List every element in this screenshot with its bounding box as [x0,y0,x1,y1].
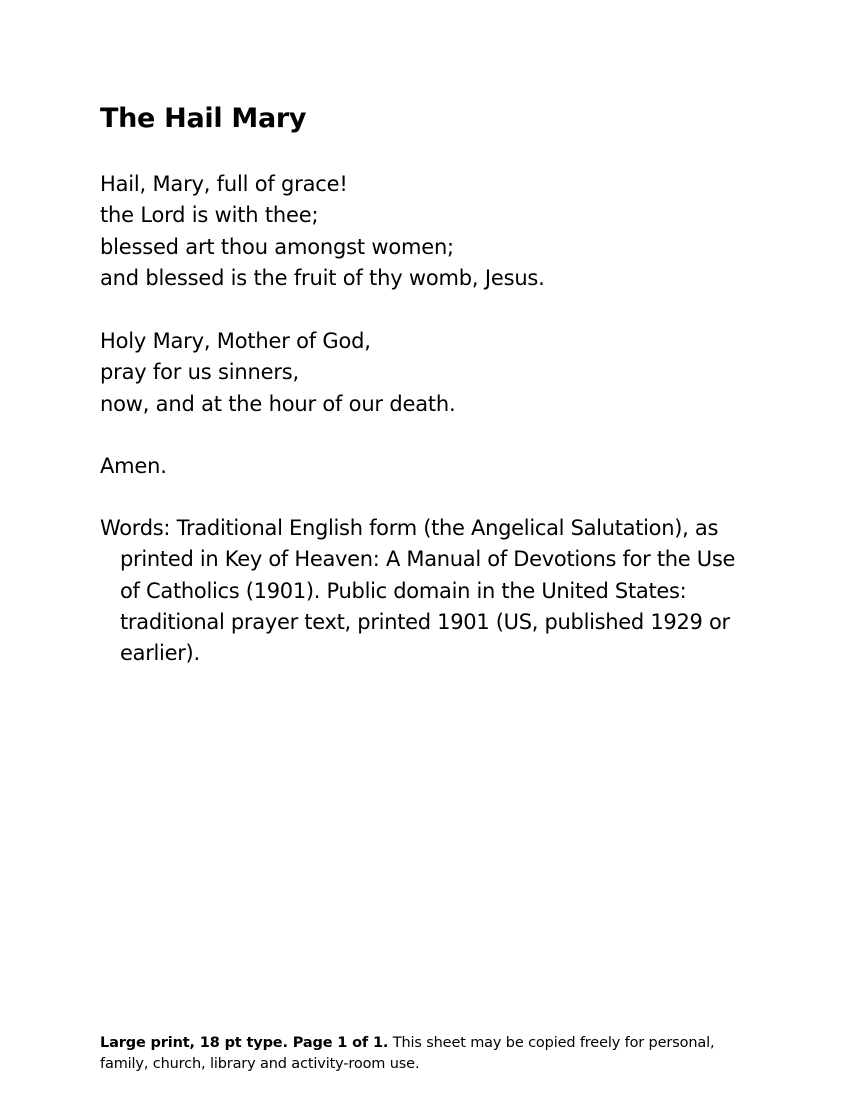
page-title: The Hail Mary [100,103,307,134]
prayer-stanza-1 [100,169,545,294]
prayer-stanza-2 [100,326,455,420]
prayer-line: Holy Mary, Mother of God, [100,329,371,353]
prayer-line: blessed art thou amongst women; [100,234,454,259]
prayer-line: Amen. [100,454,167,478]
prayer-stanza-3 [100,451,167,482]
prayer-line: and blessed is the fruit of thy womb, Jesus. [100,265,545,290]
prayer-line: pray for us sinners, [100,360,299,385]
prayer-line: now, and at the hour of our death. [100,391,456,416]
prayer-line: the Lord is with thee; [100,203,319,228]
document-page [100,0,750,1100]
source-credit: Words: Traditional English form (the Angelical Salutation), as printed in Key of Heaven: A Manual of Devotions for the Use of Catholics (1901). Public domain in the United States: traditional prayer text, printed 1901 (US, published 1929 or earlier). [100,516,736,666]
prayer-line: Hail, Mary, full of grace! [100,172,348,196]
page-footer [100,1033,750,1075]
footer-copy-note: This sheet may be copied freely for personal, family, church, library and activity-room use. [100,1035,715,1072]
footer-bold-note: Large print, 18 pt type. Page 1 of 1. [100,1035,389,1051]
